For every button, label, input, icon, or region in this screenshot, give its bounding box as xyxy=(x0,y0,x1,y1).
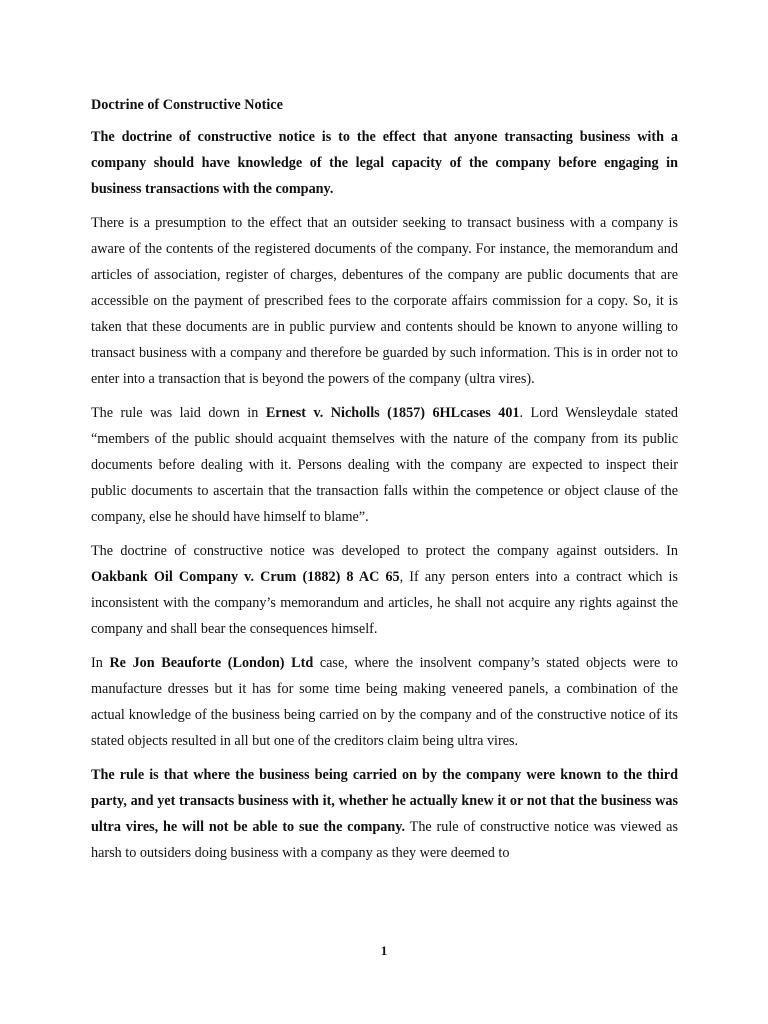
rule-statement: The rule is that where the business being carried on by the company were known to the third party, and yet transacts business with it, whether he actually knew it or not that the business was ultra vires, he will not be able to sue the company. xyxy=(91,767,678,835)
intro-paragraph: The doctrine of constructive notice is to the effect that anyone transacting business with a company should have knowledge of the legal capacity of the company before engaging in business transactions with the company. xyxy=(91,129,678,197)
ernest-paragraph-lead: The rule was laid down in xyxy=(91,405,266,421)
document-body xyxy=(91,92,678,874)
rule-paragraph-rest: The rule of constructive notice was viewed as harsh to outsiders doing business with a company as they were deemed to xyxy=(91,819,679,861)
ernest-paragraph xyxy=(91,400,678,530)
page-number: 1 xyxy=(380,943,388,958)
case-citation-oakbank: Oakbank Oil Company v. Crum (1882) 8 AC 65 xyxy=(91,569,400,585)
beauforte-paragraph-lead: In xyxy=(91,655,110,671)
oakbank-paragraph xyxy=(91,538,678,642)
beauforte-paragraph xyxy=(91,650,678,754)
ernest-paragraph-rest: . Lord Wensleydale stated “members of the public should acquaint themselves with the nature of the company from its public documents before dealing with it. Persons dealing with the company are expected to inspect their public documents to ascertain that the transaction falls within the competence or object clause of the company, else he should have himself to blame”. xyxy=(91,405,679,525)
document-heading: Doctrine of Constructive Notice xyxy=(91,97,283,113)
beauforte-paragraph-rest: case, where the insolvent company’s stated objects were to manufacture dresses but it has for some time being making veneered panels, a combination of the actual knowledge of the business being carried on by the company and of the constructive notice of its stated objects resulted in all but one of the creditors claim being ultra vires. xyxy=(91,655,678,749)
presumption-paragraph: There is a presumption to the effect that an outsider seeking to transact business with a company is aware of the contents of the registered documents of the company. For instance, the memorandum and articles of association, register of charges, debentures of the company are public documents that are accessible on the payment of prescribed fees to the corporate affairs commission for a copy. So, it is taken that these documents are in public purview and contents should be known to anyone willing to transact business with a company and therefore be guarded by such information. This is in order not to enter into a transaction that is beyond the powers of the company (ultra vires). xyxy=(91,215,678,387)
case-citation-ernest: Ernest v. Nicholls (1857) 6HLcases 401 xyxy=(265,405,520,421)
case-citation-beauforte: Re Jon Beauforte (London) Ltd xyxy=(109,655,314,671)
oakbank-paragraph-lead: The doctrine of constructive notice was developed to protect the company against outsiders. In xyxy=(91,543,678,559)
rule-paragraph xyxy=(91,762,678,866)
oakbank-paragraph-rest: , If any person enters into a contract which is inconsistent with the company’s memorandum and articles, he shall not acquire any rights against the company and shall bear the consequences himself. xyxy=(91,569,678,637)
